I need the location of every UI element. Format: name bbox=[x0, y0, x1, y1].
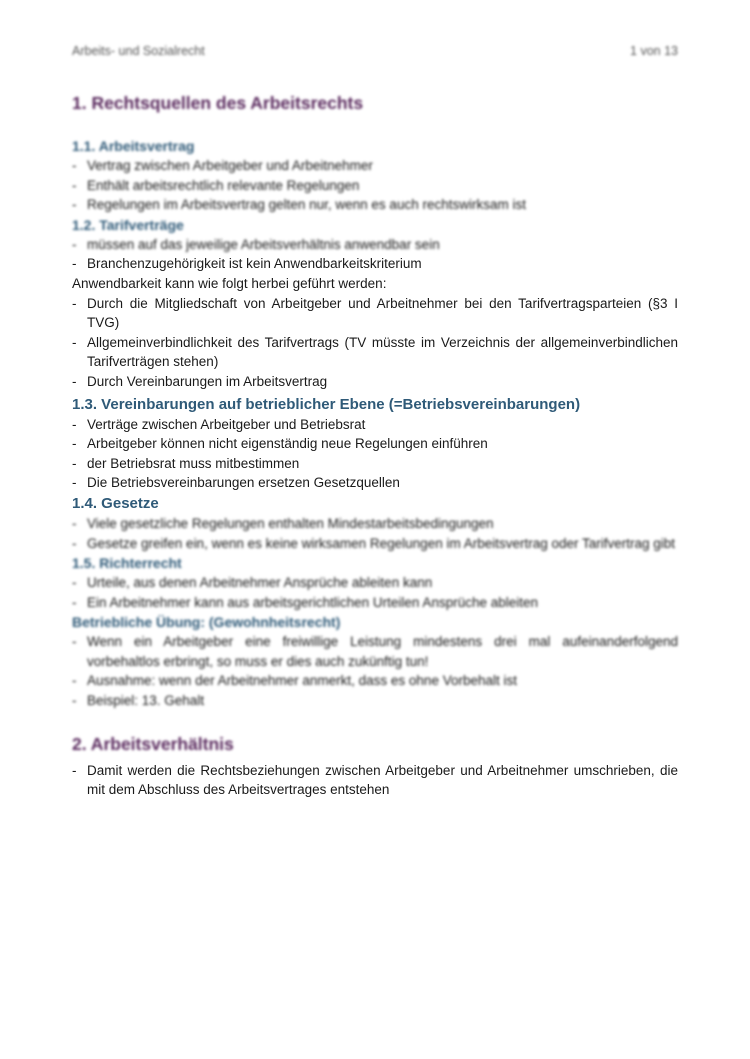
list-item: - Ein Arbeitnehmer kann aus arbeitsgerichtlichen Urteilen Ansprüche ableiten bbox=[72, 593, 678, 613]
list-item: - Verträge zwischen Arbeitgeber und Betriebsrat bbox=[72, 415, 678, 435]
section-1-heading: 1. Rechtsquellen des Arbeitsrechts bbox=[72, 93, 364, 113]
page-header bbox=[72, 40, 678, 62]
section-1-3-list bbox=[72, 415, 678, 493]
list-item: - Arbeitgeber können nicht eigenständig neue Regelungen einführen bbox=[72, 434, 678, 454]
section-1-2-heading: 1.2. Tarifverträge bbox=[72, 216, 184, 233]
list-item: - müssen auf das jeweilige Arbeitsverhältnis anwendbar sein bbox=[72, 235, 678, 255]
list-item: - Enthält arbeitsrechtlich relevante Regelungen bbox=[72, 176, 678, 196]
list-item: - Damit werden die Rechtsbeziehungen zwischen Arbeitgeber und Arbeitnehmer umschrieben, die mit dem Abschluss des Arbeitsvertrages entstehen bbox=[72, 761, 678, 800]
header-title: Arbeits- und Sozialrecht bbox=[72, 44, 205, 58]
list-item: - Branchenzugehörigkeit ist kein Anwendbarkeitskriterium bbox=[72, 254, 678, 274]
list-item: - Ausnahme: wenn der Arbeitnehmer anmerkt, dass es ohne Vorbehalt ist bbox=[72, 671, 678, 691]
list-item: - Die Betriebsvereinbarungen ersetzen Gesetzquellen bbox=[72, 473, 678, 493]
section-betriebliche-uebung-list bbox=[72, 632, 678, 710]
section-2-heading: 2. Arbeitsverhältnis bbox=[72, 733, 234, 754]
list-item: - Vertrag zwischen Arbeitgeber und Arbeitnehmer bbox=[72, 156, 678, 176]
list-item: - Viele gesetzliche Regelungen enthalten Mindestarbeitsbedingungen bbox=[72, 514, 678, 534]
list-item: - Durch Vereinbarungen im Arbeitsvertrag bbox=[72, 372, 678, 392]
list-item: - Gesetze greifen ein, wenn es keine wirksamen Regelungen im Arbeitsvertrag oder Tarifvertrag gibt bbox=[72, 534, 678, 554]
list-item: - Wenn ein Arbeitgeber eine freiwillige Leistung mindestens drei mal aufeinanderfolgend vorbehaltlos erbringt, so muss er dies auch zukünftig tun! bbox=[72, 632, 678, 671]
list-item: - Beispiel: 13. Gehalt bbox=[72, 691, 678, 711]
section-1-2-list-2 bbox=[72, 294, 678, 392]
section-1-1-heading: 1.1. Arbeitsvertrag bbox=[72, 138, 195, 154]
section-1-5-list bbox=[72, 573, 678, 612]
section-2-list bbox=[72, 761, 678, 800]
section-1-5-heading: 1.5. Richterrecht bbox=[72, 555, 182, 572]
section-1-2-list bbox=[72, 235, 678, 274]
section-1-4-heading: 1.4. Gesetze bbox=[72, 494, 159, 512]
list-item: - Durch die Mitgliedschaft von Arbeitgeber und Arbeitnehmer bei den Tarifvertragsparteien (§3 I TVG) bbox=[72, 294, 678, 333]
section-1-2-intro: Anwendbarkeit kann wie folgt herbei geführt werden: bbox=[72, 275, 387, 291]
document-page bbox=[72, 40, 678, 800]
list-item: - der Betriebsrat muss mitbestimmen bbox=[72, 454, 678, 474]
section-1-3-heading: 1.3. Vereinbarungen auf betrieblicher Ebene (=Betriebsvereinbarungen) bbox=[72, 395, 581, 413]
list-item: - Allgemeinverbindlichkeit des Tarifvertrags (TV müsste im Verzeichnis der allgemeinverbindlichen Tarifverträgen stehen) bbox=[72, 333, 678, 372]
page-number: 1 von 13 bbox=[630, 44, 678, 58]
section-betriebliche-uebung-heading: Betriebliche Übung: (Gewohnheitsrecht) bbox=[72, 614, 341, 631]
section-1-1-list bbox=[72, 156, 678, 215]
list-item: - Regelungen im Arbeitsvertrag gelten nur, wenn es auch rechtswirksam ist bbox=[72, 195, 678, 215]
list-item: - Urteile, aus denen Arbeitnehmer Ansprüche ableiten kann bbox=[72, 573, 678, 593]
section-1-4-list bbox=[72, 514, 678, 553]
